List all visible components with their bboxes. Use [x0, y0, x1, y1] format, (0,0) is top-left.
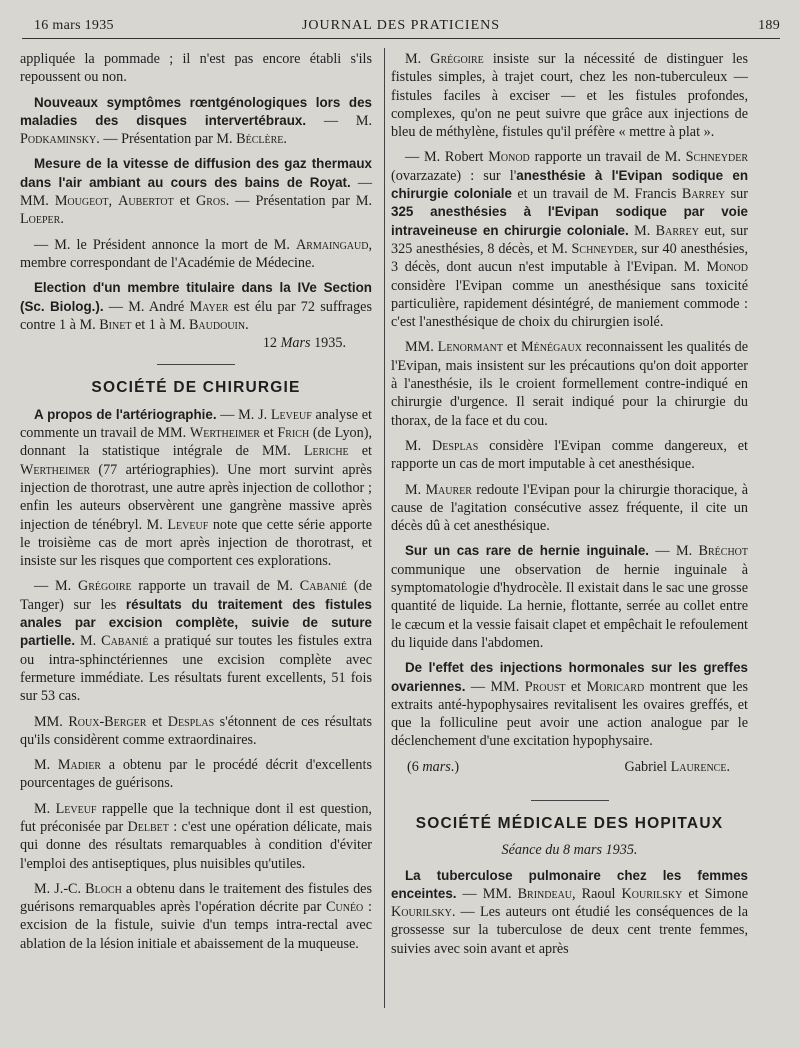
journal-title: JOURNAL DES PRATICIENS [301, 18, 501, 33]
header-date: 16 mars 1935 [34, 18, 114, 33]
header-rule [22, 38, 780, 39]
paragraph-hernie: Sur un cas rare de hernie inguinale. — M. Bréchot communique une observation de hernie inguinale à symptomatologie d'hydrocèle. Il existait dans le sac une grosse quantité de liquide. La hernie, flottante, serrée au collet entre le cæcum et la vessie faisait clapet et empêchait le refoulement du liquide dans l'abdomen. [391, 543, 748, 651]
paragraph-royat: Mesure de la vitesse de diffusion des gaz thermaux dans l'air ambiant au cours des bains de Royat. — MM. Mougeot, Aubertot et Gros. — Présentation par M. Loeper. [20, 156, 372, 228]
left-column [20, 50, 372, 960]
seance-date: Séance du 8 mars 1935. [501, 842, 638, 859]
paragraph-title: Election d'un membre titulaire dans la IVe Section (Sc. Biolog.). [20, 280, 372, 314]
paragraph-tuberculose: La tuberculose pulmonaire chez les femmes enceintes. — MM. Brindeau, Raoul Kourilsky et Simone Kourilsky. — Les auteurs ont étudié les conséquences de la grossesse sur la tuberculose de deux cent trente femmes, suivies avec soin avant et après [391, 867, 748, 957]
paragraph-title: Mesure de la vitesse de diffusion des gaz thermaux dans l'air ambiant au cours des bains de Royat. [20, 156, 372, 190]
paragraph: MM. Roux-Berger et Desplas s'étonnent de ces résultats qu'ils considèrent comme extraordinaires. [20, 713, 373, 748]
paragraph: M. Leveuf rappelle que la technique dont il est question, fut préconisée par Delbet : c'est une opération délicate, mais qui donne des résultats remarquables à condition d'éviter l'emploi des antiseptiques, plus nuisibles qu'utiles. [20, 800, 372, 872]
paragraph-discs: Nouveaux symptômes rœntgénologiques lors des maladies des disques intervertébraux. — M. Podkaminsky. — Présentation par M. Béclère. [20, 94, 372, 148]
paragraph-obituary: — M. le Président annonce la mort de M. Armaingaud, membre correspondant de l'Académie de Médecine. [20, 236, 372, 271]
right-column [391, 50, 748, 965]
paragraph: M. Grégoire insiste sur la nécessité de distinguer les fistules simples, à trajet court, chez les non-tuberculeux — fistules faciles à exciser — et les fistules profondes, complexes, qu'on ne peut suivre que grâce aux injections de bleu de méthylène, fistules qu'il préfère « mettre à plat ». [391, 51, 748, 141]
signature-date: (6 mars.) [407, 758, 460, 775]
paragraph-election: Election d'un membre titulaire dans la IVe Section (Sc. Biolog.). — M. André Mayer est élu par 72 suffrages contre 1 à M. Binet et 1 à M. Baudouin. [20, 280, 372, 333]
signature-author: Gabriel Laurence. [624, 758, 730, 775]
separator-rule [531, 800, 609, 801]
dateline: 12 Mars 1935. [262, 335, 346, 352]
paragraph: MM. Lenormant et Ménégaux reconnaissent les qualités de l'Evipan, mais insistent sur les précautions qu'on doit apporter à l'anesthésie, ils le croient formellement contre-indiqué en chirurgie d'urgence. Il serait indiqué pour la chirurgie du thorax, de la face et du cou. [391, 339, 749, 429]
section-heading-hopitaux: SOCIÉTÉ MÉDICALE DES HOPITAUX [415, 814, 724, 832]
paragraph-title: A propos de l'artériographie. [34, 406, 217, 422]
paragraph-arteriographie: A propos de l'artériographie. — M. J. Leveuf analyse et commente un travail de MM. Wertheimer et Frich (de Lyon), donnant la statistique intégrale de MM. Leriche et Wertheimer (77 artériographies). Une mort survint après injection de thorotrast, une autre après injection de collothor ; enfin les auteurs observèrent une gangrène massive après injection de ténébryl. M. Leveuf note que cette série apporte le troisième cas de mort après injection de thorotrast, et insiste sur les risques que comportent ces explorations. [20, 406, 373, 570]
paragraph-title: De l'effet des injections hormonales sur les greffes ovariennes. [391, 660, 748, 694]
page-number: 189 [758, 18, 780, 33]
page-header [22, 12, 780, 38]
paragraph-greffes: De l'effet des injections hormonales sur les greffes ovariennes. — MM. Proust et Moricard montrent que les extraits anté-hypophysaires revitalisent les ovaires greffés, et que la folliculine peut avoir une action analogue par le déclenchement d'une excitation hypophysaire. [391, 660, 749, 750]
signature-line [391, 758, 748, 776]
paragraph: M. Maurer redoute l'Evipan pour la chirurgie thoracique, à cause de l'agitation consécutive assez fréquente, il cite un décès dû à cet anesthésique. [391, 481, 748, 535]
paragraph: M. Madier a obtenu par le procédé décrit d'excellents pourcentages de guérisons. [20, 757, 372, 792]
column-divider [384, 48, 385, 1008]
separator-rule [157, 364, 235, 365]
paragraph-title: Nouveaux symptômes rœntgénologiques lors des maladies des disques intervertébraux. [20, 94, 372, 128]
paragraph: M. J.-C. Bloch a obtenu dans le traitement des fistules des guérisons remarquables après l'opération décrite par Cunéo : excision de la fistule, suivie d'un temps intra-rectal avec ablation de la lésion initiale et abaissement de la muqueuse. [20, 880, 372, 952]
paragraph-title: Sur un cas rare de hernie inguinale. [405, 543, 650, 559]
section-heading-chirurgie: SOCIÉTÉ DE CHIRURGIE [91, 379, 301, 397]
paragraph: appliquée la pommade ; il n'est pas encore établi s'ils repoussent ou non. [20, 51, 372, 86]
paragraph-title: La tuberculose pulmonaire chez les femmes enceintes. [391, 867, 748, 901]
paragraph: M. Desplas considère l'Evipan comme dangereux, et rapporte un cas de mort imputable à cet anesthésique. [391, 437, 748, 473]
paragraph-fistules: — M. Grégoire rapporte un travail de M. Cabanié (de Tanger) sur les résultats du traitement des fistules anales par excision complète, suivie de suture partielle. M. Cabanié a pratiqué sur toutes les fistules extra ou intra-sphinctériennes une excision complète avec fermeture immédiate. Les résultats furent excellents, 51 fois sur 53 cas. [20, 578, 372, 705]
paragraph-evipan: — M. Robert Monod rapporte un travail de M. Schneyder (ovarzazate) : sur l'anesthésie à l'Evipan sodique en chirurgie coloniale et un travail de M. Francis Barrey sur 325 anesthésies à l'Evipan sodique par voie intraveineuse en chirurgie coloniale. M. Barrey eut, sur 325 anesthésies, 8 décès, et M. Schneyder, sur 40 anesthésies, 3 décès, dont aucun n'est imputable à l'Evipan. M. Monod considère l'Evipan comme un anesthésique sans toxicité particulière, rapidement désintégré, de maniement commode : c'est l'anesthésique de choix du chirurgien isolé. [391, 149, 749, 331]
